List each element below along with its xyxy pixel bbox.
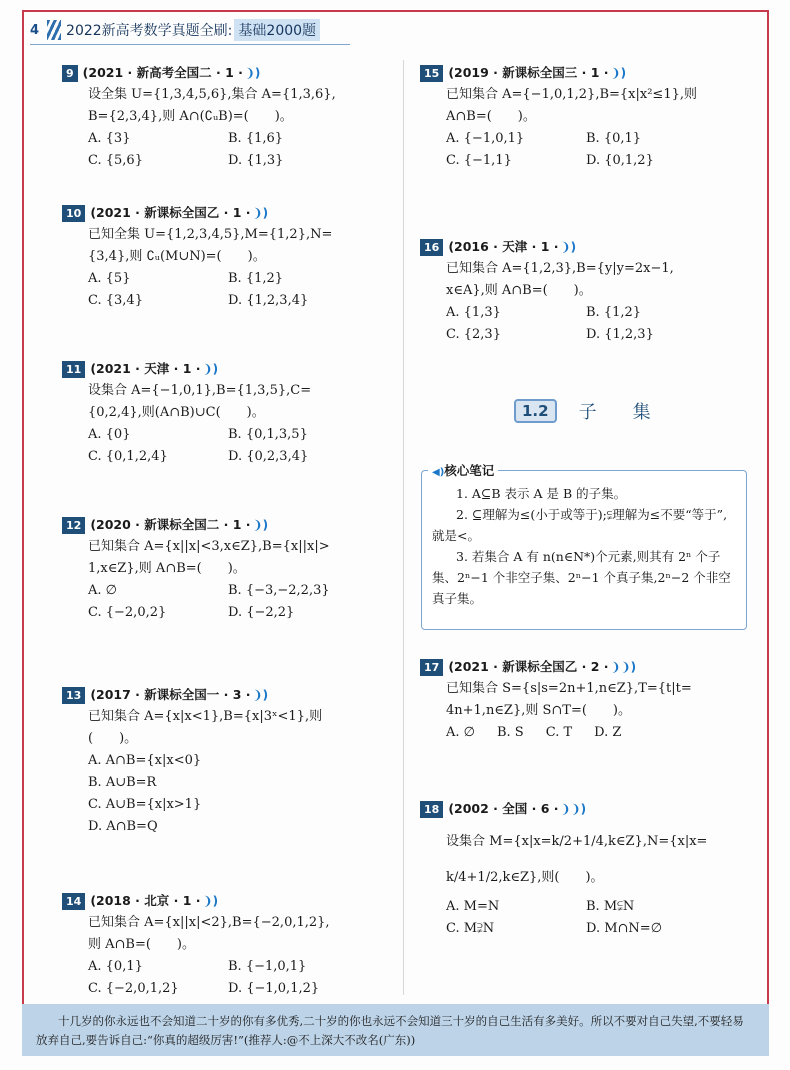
problem-header [420, 656, 765, 678]
options [420, 302, 765, 346]
option-c: C. {0,1,2,4} [88, 449, 168, 464]
frame-top-border [22, 10, 769, 12]
difficulty-moon-icon: ❩) [610, 66, 627, 80]
option-a: A. {0,1} [88, 959, 143, 974]
frame-left-border [22, 10, 24, 1050]
problem-number: 11 [62, 361, 85, 378]
option-c: C. {−2,0,1,2} [88, 981, 179, 996]
options [62, 956, 402, 1000]
option-d: D. Z [594, 725, 622, 740]
option-a: A. A∩B={x|x<0} [88, 753, 202, 768]
problem-number: 10 [62, 205, 85, 222]
difficulty-moon-icon: ❩) [252, 206, 269, 220]
problem-source: (2021 · 新课标全国乙 · 1 · [90, 205, 251, 220]
problem-stem-line: 已知集合 S={s|s=2n+1,n∈Z},T={t|t= [446, 681, 692, 696]
options [420, 128, 765, 172]
problem-11 [62, 358, 402, 468]
book-title: 2022新高考数学真题全刷: [66, 23, 233, 39]
problem-13 [62, 684, 402, 838]
problem-number: 9 [62, 65, 78, 82]
footer-text: 十几岁的你永远也不会知道二十岁的你有多优秀,二十岁的你也永远不会知道三十岁的自己生活有多美好。所以不要对自己失望,不要轻易放弃自己,要告诉自己:“你真的超级厉害!”(推荐人:@不上深大不改名(广东)) [36, 1014, 744, 1047]
problem-number: 13 [62, 687, 85, 704]
options [62, 128, 402, 172]
option-a: A. ∅ [88, 583, 117, 598]
option-d: D. {1,3} [228, 153, 284, 168]
speaker-icon: ◀) [432, 467, 445, 478]
option-a: A. M=N [446, 899, 500, 914]
problem-source: (2019 · 新课标全国三 · 1 · [448, 65, 609, 80]
option-b: B. {1,2} [228, 271, 284, 286]
notes-label: ◀)核心笔记 [428, 461, 498, 479]
option-c: C. {−2,0,2} [88, 605, 167, 620]
options [420, 722, 765, 744]
problem-16 [420, 236, 765, 346]
difficulty-moon-icon: ❩❩) [610, 660, 637, 674]
problem-17 [420, 656, 765, 744]
option-d: D. {1,2,3} [586, 327, 654, 342]
option-d: D. {0,1,2} [586, 153, 654, 168]
problem-source: (2021 · 天津 · 1 · [90, 361, 201, 376]
option-b: B. {0,1,3,5} [228, 427, 308, 442]
problem-number: 18 [420, 801, 443, 818]
problem-stem-line: 已知集合 A={−1,0,1,2},B={x|x²≤1},则 [446, 87, 697, 102]
option-c: C. {5,6} [88, 153, 143, 168]
options [62, 580, 402, 624]
option-b: B. {0,1} [586, 131, 642, 146]
option-a: A. {3} [88, 131, 131, 146]
option-c: C. {3,4} [88, 293, 143, 308]
problem-stem-line: x∈A},则 A∩B=( )。 [446, 283, 592, 298]
difficulty-moon-icon: ❩) [560, 240, 577, 254]
problem-stem-line: 1,x∈Z},则 A∩B=( )。 [88, 561, 246, 576]
problem-stem-line: k/4+1/2,k∈Z},则( )。 [446, 870, 604, 885]
footer-quote [22, 1004, 769, 1056]
options [62, 268, 402, 312]
option-d: D. {1,2,3,4} [228, 293, 309, 308]
problem-stem-line: 已知集合 A={x|x<1},B={x|3ˣ<1},则 [88, 709, 323, 724]
option-b: B. {1,6} [228, 131, 284, 146]
page-number: 4 [30, 22, 40, 38]
problem-stem-line: 设集合 M={x|x=k/2+1/4,k∈Z},N={x|x= [446, 834, 708, 849]
option-c: C. M⫌N [446, 921, 495, 936]
option-a: A. {−1,0,1} [446, 131, 525, 146]
section-title [514, 398, 687, 424]
problem-stem-line: 则 A∩B=( )。 [88, 937, 196, 952]
problem-header [62, 890, 402, 912]
problem-18 [420, 798, 765, 940]
option-c: C. {−1,1} [446, 153, 512, 168]
option-c: C. T [545, 725, 573, 740]
difficulty-moon-icon: ❩) [202, 894, 219, 908]
option-a: A. ∅ [446, 725, 475, 740]
page-header [30, 18, 320, 42]
problem-10 [62, 202, 402, 312]
option-d: D. {−1,0,1,2} [228, 981, 320, 996]
problem-stem-line: {0,2,4},则(A∩B)∪C( )。 [88, 405, 265, 420]
problem-stem-line: ( )。 [88, 731, 138, 746]
problem-source: (2002 · 全国 · 6 · [448, 801, 559, 816]
problem-source: (2017 · 新课标全国一 · 3 · [90, 687, 251, 702]
difficulty-moon-icon: ❩) [252, 688, 269, 702]
options [62, 424, 402, 468]
problem-stem-line: 已知全集 U={1,2,3,4,5},M={1,2},N= [88, 227, 333, 242]
problem-header [62, 62, 402, 84]
problem-stem-line: 已知集合 A={x||x|<2},B={−2,0,1,2}, [88, 915, 330, 930]
option-d: D. A∩B=Q [88, 819, 158, 834]
problem-header [62, 202, 402, 224]
problem-stem-line: 已知集合 A={1,2,3},B={y|y=2x−1, [446, 261, 674, 276]
option-b: B. M⫋N [586, 899, 635, 914]
problem-number: 12 [62, 517, 85, 534]
problem-9 [62, 62, 402, 172]
problem-stem-line: {3,4},则 ∁ᵤ(M∪N)=( )。 [88, 249, 266, 264]
difficulty-moon-icon: ❩) [202, 362, 219, 376]
note-item: 2. ⊆理解为≤(小于或等于);⫋理解为≤不要“等于”,就是<。 [432, 507, 728, 543]
option-b: B. {−3,−2,2,3} [228, 583, 330, 598]
problem-source: (2016 · 天津 · 1 · [448, 239, 559, 254]
option-c: C. {2,3} [446, 327, 501, 342]
section-number: 1.2 [514, 399, 557, 423]
problem-number: 15 [420, 65, 443, 82]
options [420, 896, 765, 940]
option-a: A. {5} [88, 271, 131, 286]
option-d: D. M∩N=∅ [586, 921, 663, 936]
section-name: 子集 [578, 402, 687, 423]
difficulty-moon-icon: ❩) [252, 518, 269, 532]
problem-header [420, 798, 765, 820]
option-d: D. {−2,2} [228, 605, 295, 620]
option-a: A. {0} [88, 427, 131, 442]
problem-15 [420, 62, 765, 172]
problem-stem-line: 已知集合 A={x||x|<3,x∈Z},B={x||x|> [88, 539, 330, 554]
problem-number: 17 [420, 659, 443, 676]
problem-header [62, 684, 402, 706]
option-b: B. {−1,0,1} [228, 959, 307, 974]
option-a: A. {1,3} [446, 305, 501, 320]
problem-source: (2020 · 新课标全国二 · 1 · [90, 517, 251, 532]
problem-stem-line: 设全集 U={1,3,4,5,6},集合 A={1,3,6}, [88, 87, 336, 102]
problem-stem-line: 4n+1,n∈Z},则 S∩T=( )。 [446, 703, 632, 718]
option-b: B. A∪B=R [88, 775, 157, 790]
problem-12 [62, 514, 402, 624]
problem-stem-line: 设集合 A={−1,0,1},B={1,3,5},C= [88, 383, 312, 398]
header-divider [30, 44, 350, 45]
header-stripes-icon [47, 20, 61, 40]
problem-header [62, 358, 402, 380]
problem-source: (2018 · 北京 · 1 · [90, 893, 201, 908]
core-notes-box [421, 463, 747, 630]
option-c: C. A∪B={x|x>1} [88, 797, 202, 812]
book-subtitle: 基础2000题 [234, 19, 320, 41]
option-b: B. {1,2} [586, 305, 642, 320]
difficulty-moon-icon: ❩) [244, 66, 261, 80]
option-d: D. {0,2,3,4} [228, 449, 309, 464]
problem-number: 14 [62, 893, 85, 910]
note-item: 3. 若集合 A 有 n(n∈N*)个元素,则其有 2ⁿ 个子集、2ⁿ−1 个非空子集、2ⁿ−1 个真子集,2ⁿ−2 个非空真子集。 [432, 549, 731, 606]
option-b: B. S [496, 725, 524, 740]
note-item: 1. A⊆B 表示 A 是 B 的子集。 [456, 486, 627, 501]
problem-source: (2021 · 新高考全国二 · 1 · [82, 65, 243, 80]
difficulty-moon-icon: ❩❩) [560, 802, 587, 816]
frame-right-border [767, 10, 769, 1050]
column-divider [403, 60, 404, 995]
problem-header [420, 62, 765, 84]
problem-source: (2021 · 新课标全国乙 · 2 · [448, 659, 609, 674]
problem-stem-line: A∩B=( )。 [446, 109, 536, 124]
problem-header [62, 514, 402, 536]
problem-header [420, 236, 765, 258]
problem-14 [62, 890, 402, 1000]
problem-stem-line: B={2,3,4},则 A∩(∁ᵤB)=( )。 [88, 109, 293, 124]
problem-number: 16 [420, 239, 443, 256]
